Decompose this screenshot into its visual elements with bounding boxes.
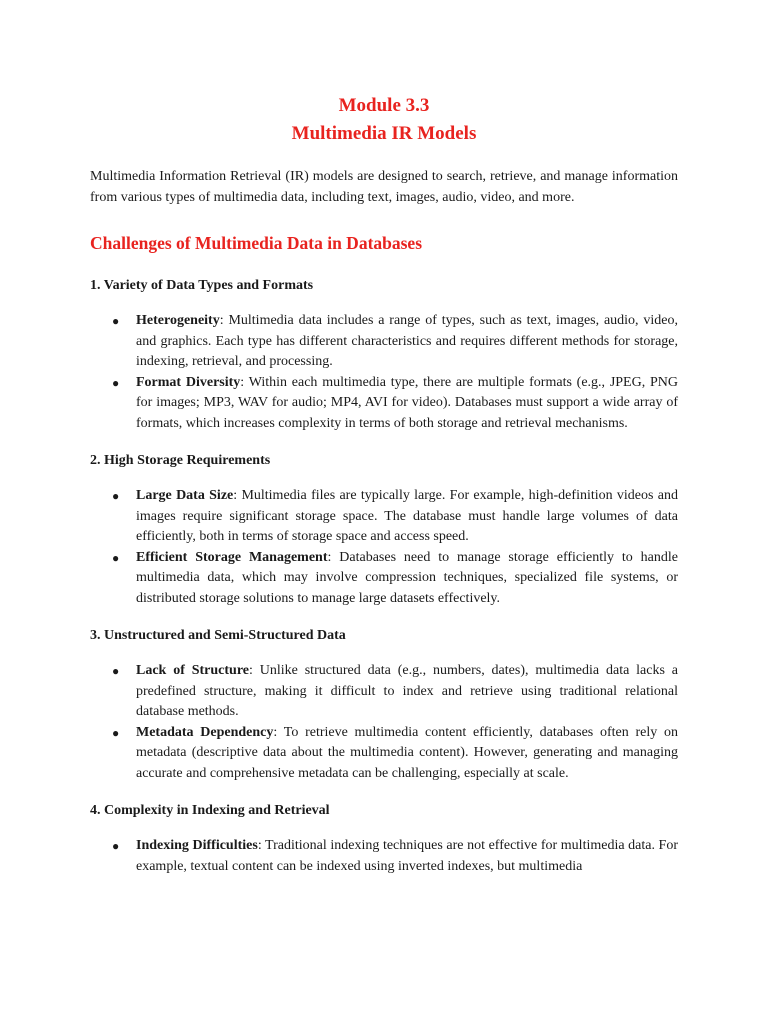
item-text: : Databases need to manage storage efficiently to handle multimedia data, which may involve compression techniques, specialized file systems, or distributed storage solutions to manage large datasets effectively. [136, 549, 678, 606]
bullet-icon: ● [112, 375, 120, 390]
module-title [90, 92, 678, 148]
item-text: : To retrieve multimedia content efficiently, databases often rely on metadata (descriptive data about the multimedia content). However, generating and managing accurate and comprehensive metadata can be challenging, especially at scale. [136, 724, 678, 781]
bullet-icon: ● [112, 725, 120, 740]
subsection-1 [90, 276, 678, 434]
document-page [90, 92, 678, 877]
subsection-4 [90, 801, 678, 877]
item-text: : Multimedia data includes a range of types, such as text, images, audio, video, and graphics. Each type has different characteristics and requires different methods for storage, indexing, retrieval, and processing. [136, 313, 678, 369]
bullet-icon: ● [112, 314, 120, 328]
item-term: Metadata Dependency [136, 724, 274, 740]
bullet-list [90, 486, 678, 609]
item-term: Indexing Difficulties [136, 838, 258, 853]
title-line-2: Multimedia IR Models [291, 123, 477, 144]
item-term: Lack of Structure [136, 663, 250, 678]
bullet-list [90, 836, 678, 877]
item-term: Heterogeneity [136, 313, 220, 328]
bullet-icon: ● [112, 839, 120, 853]
list-item [90, 661, 678, 723]
subsection-3 [90, 626, 678, 784]
item-term: Large Data Size [136, 488, 234, 503]
bullet-list [90, 661, 678, 784]
bullet-icon: ● [112, 664, 120, 678]
list-item [90, 373, 678, 435]
list-item [90, 311, 678, 373]
bullet-icon: ● [112, 550, 120, 565]
list-item [90, 548, 678, 610]
subsection-heading: 3. Unstructured and Semi-Structured Data [90, 628, 346, 643]
subsection-heading: 2. High Storage Requirements [90, 453, 271, 468]
subsection-heading: 4. Complexity in Indexing and Retrieval [90, 803, 330, 818]
bullet-list [90, 311, 678, 434]
item-text: : Traditional indexing techniques are not effective for multimedia data. For example, textual content can be indexed using inverted indexes, but multimedia [136, 838, 678, 874]
item-text: : Multimedia files are typically large. For example, high-definition videos and images require significant storage space. The database must handle large volumes of data efficiently, both in terms of storage space and access speed. [136, 488, 678, 544]
list-item [90, 836, 678, 877]
title-line-1: Module 3.3 [338, 95, 430, 116]
item-term: Format Diversity [136, 374, 241, 390]
item-text: : Unlike structured data (e.g., numbers, dates), multimedia data lacks a predefined structure, making it difficult to index and retrieve using traditional relational database methods. [136, 663, 678, 719]
list-item [90, 486, 678, 548]
subsection-heading: 1. Variety of Data Types and Formats [90, 278, 314, 293]
list-item [90, 723, 678, 785]
bullet-icon: ● [112, 489, 120, 503]
subsection-2 [90, 451, 678, 609]
section-heading: Challenges of Multimedia Data in Databases [90, 233, 423, 253]
intro-paragraph: Multimedia Information Retrieval (IR) models are designed to search, retrieve, and manage information from various types of multimedia data, including text, images, audio, video, and more. [90, 169, 678, 205]
item-term: Efficient Storage Management [136, 549, 328, 565]
item-text: : Within each multimedia type, there are multiple formats (e.g., JPEG, PNG for images; MP3, WAV for audio; MP4, AVI for video). Databases must support a wide array of formats, which increases complexity in terms of both storage and retrieval mechanisms. [136, 374, 678, 431]
